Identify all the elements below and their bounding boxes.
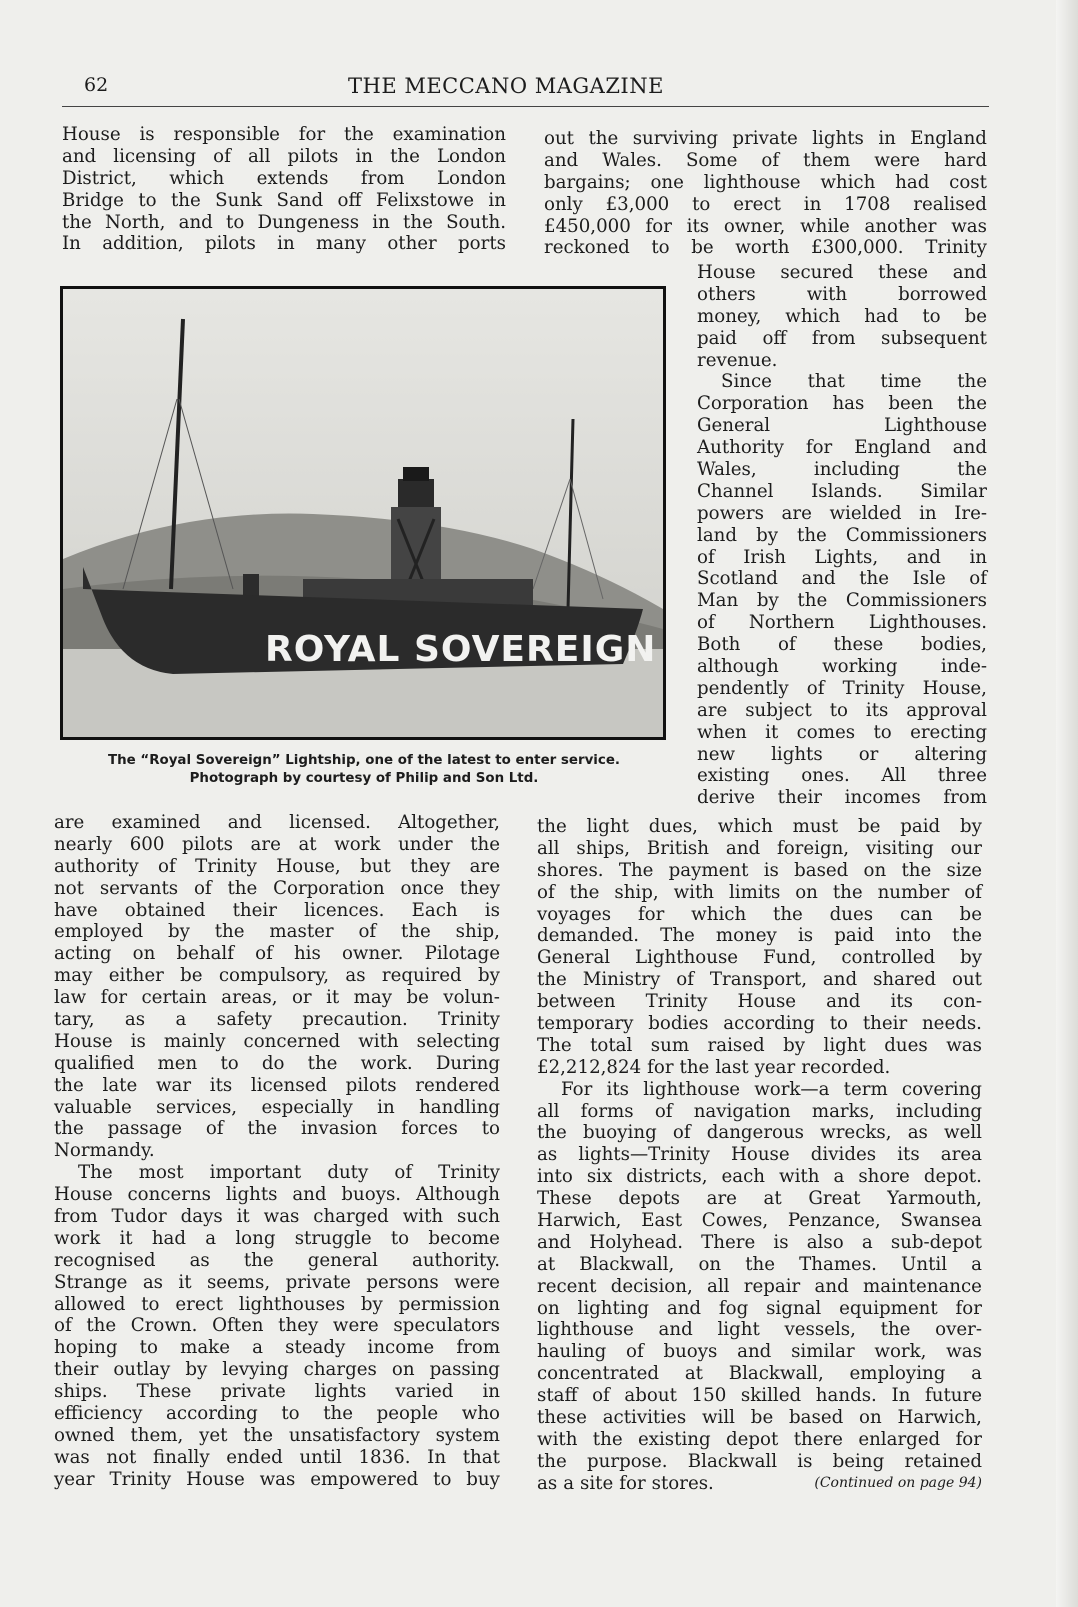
text-line: efficiency according to the people who xyxy=(54,1403,500,1425)
text-line: For its lighthouse work—a term covering xyxy=(561,1078,982,1100)
caption-line-1: The “Royal Sovereign” Lightship, one of the latest to enter service. xyxy=(107,753,620,768)
text-line: House is mainly concerned with selecting xyxy=(54,1030,500,1052)
text-line: hauling of buoys and similar work, was xyxy=(537,1341,982,1363)
column-right-top xyxy=(544,128,987,259)
text-line: House secured these and xyxy=(697,262,987,283)
text-line: the passage of the invasion forces to xyxy=(54,1118,500,1140)
magazine-title: THE MECCANO MAGAZINE xyxy=(348,74,664,98)
text-line: others with borrowed xyxy=(697,283,987,305)
text-line: the purpose. Blackwall is being retained xyxy=(537,1450,982,1472)
ship-name-text: ROYAL SOVEREIGN xyxy=(265,629,657,670)
text-line: all ships, British and foreign, visiting our xyxy=(537,837,982,859)
text-line: Strange as it seems, private persons were xyxy=(54,1271,500,1293)
text-line: hoping to make a steady income from xyxy=(54,1337,500,1359)
text-line: reckoned to be worth £300,000. Trinity xyxy=(544,237,987,259)
text-line: year Trinity House was empowered to buy xyxy=(54,1468,500,1490)
text-line: only £3,000 to erect in 1708 realised xyxy=(544,193,987,215)
text-line: all forms of navigation marks, including xyxy=(537,1100,982,1122)
text-line: of the ship, with limits on the number of xyxy=(537,881,982,903)
text-line: qualified men to do the work. During xyxy=(54,1052,500,1074)
text-line: Bridge to the Sunk Sand off Felixstowe in xyxy=(62,189,506,211)
text-line: lighthouse and light vessels, the over- xyxy=(537,1319,982,1341)
text-line: of Irish Lights, and in xyxy=(697,546,987,568)
header-rule xyxy=(62,106,989,107)
caption-line-2: Photograph by courtesy of Philip and Son Ltd. xyxy=(189,771,539,786)
text-line: as lights—Trinity House divides its area xyxy=(537,1144,982,1166)
text-line: was not finally ended until 1836. In that xyxy=(54,1446,500,1468)
text-line: District, which extends from London xyxy=(62,167,506,189)
text-line: concentrated at Blackwall, employing a xyxy=(537,1363,982,1385)
text-line: new lights or altering xyxy=(697,743,987,765)
text-line: from Tudor days it was charged with such xyxy=(54,1206,500,1228)
text-line: derive their incomes from xyxy=(697,787,987,809)
text-line: Normandy. xyxy=(54,1140,155,1162)
text-line: The most important duty of Trinity xyxy=(78,1162,500,1184)
text-line: Channel Islands. Similar xyxy=(697,480,987,502)
text-line: House concerns lights and buoys. Although xyxy=(54,1184,500,1206)
page-edge xyxy=(1056,0,1078,1607)
text-line: £2,212,824 for the last year recorded. xyxy=(537,1056,891,1078)
text-line: the North, and to Dungeness in the South. xyxy=(62,211,506,233)
text-line: Wales, including the xyxy=(697,459,987,481)
column-left-top xyxy=(62,124,506,255)
text-line: work it had a long struggle to become xyxy=(54,1227,500,1249)
text-line: staff of about 150 skilled hands. In future xyxy=(537,1385,982,1407)
text-line: and Holyhead. There is also a sub-depot xyxy=(537,1231,982,1253)
text-line: ships. These private lights varied in xyxy=(54,1381,500,1403)
text-line: not servants of the Corporation once they xyxy=(54,877,500,899)
text-line: Scotland and the Isle of xyxy=(697,568,987,590)
text-line: land by the Commissioners xyxy=(697,524,987,546)
text-line: Corporation has been the xyxy=(697,393,987,415)
lightship-photo xyxy=(60,286,666,740)
text-line: when it comes to erecting xyxy=(697,721,987,743)
column-right-bottom xyxy=(537,816,982,1495)
column-right-narrow xyxy=(697,262,987,809)
text-line: The total sum raised by light dues was xyxy=(537,1034,982,1056)
text-line: authority of Trinity House, but they are xyxy=(54,855,500,877)
text-line: between Trinity House and its con- xyxy=(537,991,982,1013)
text-line: recent decision, all repair and maintenance xyxy=(537,1275,982,1297)
text-line: £450,000 for its owner, while another was xyxy=(544,215,987,237)
text-line: out the surviving private lights in England xyxy=(544,128,987,149)
text-line: may either be compulsory, as required by xyxy=(54,965,500,987)
text-line: nearly 600 pilots are at work under the xyxy=(54,833,500,855)
text-line: revenue. xyxy=(697,349,778,371)
text-line: of Northern Lighthouses. xyxy=(697,612,987,634)
text-line: as a site for stores. (Continued on page 94) xyxy=(537,1472,982,1494)
text-line: pendently of Trinity House, xyxy=(697,677,987,699)
text-line: on lighting and fog signal equipment for xyxy=(537,1297,982,1319)
text-line: are subject to its approval xyxy=(697,699,987,721)
text-line: although working inde- xyxy=(697,656,987,678)
text-line: valuable services, especially in handling xyxy=(54,1096,500,1118)
text-line: into six districts, each with a shore depot. xyxy=(537,1166,982,1188)
text-line: the buoying of dangerous wrecks, as well xyxy=(537,1122,982,1144)
text-line: recognised as the general authority. xyxy=(54,1249,500,1271)
text-line: owned them, yet the unsatisfactory system xyxy=(54,1424,500,1446)
text-line: temporary bodies according to their needs. xyxy=(537,1013,982,1035)
text-line: General Lighthouse Fund, controlled by xyxy=(537,947,982,969)
text-line: at Blackwall, on the Thames. Until a xyxy=(537,1253,982,1275)
text-line: and licensing of all pilots in the London xyxy=(62,145,506,167)
text-line: their outlay by levying charges on passing xyxy=(54,1359,500,1381)
text-line: employed by the master of the ship, xyxy=(54,921,500,943)
text-line: and Wales. Some of them were hard xyxy=(544,149,987,171)
text-line: Both of these bodies, xyxy=(697,634,987,656)
text-line: acting on behalf of his owner. Pilotage xyxy=(54,943,500,965)
text-line: paid off from subsequent xyxy=(697,327,987,349)
text-line: demanded. The money is paid into the xyxy=(537,925,982,947)
text-line: Since that time the xyxy=(721,371,987,393)
photo-caption xyxy=(58,752,670,788)
text-line: the Ministry of Transport, and shared out xyxy=(537,969,982,991)
text-line: House is responsible for the examination xyxy=(62,124,506,145)
column-left-bottom xyxy=(54,812,500,1491)
text-line: have obtained their licences. Each is xyxy=(54,899,500,921)
text-line: with the existing depot there enlarged for xyxy=(537,1428,982,1450)
text-line: law for certain areas, or it may be volun- xyxy=(54,987,500,1009)
continued-note: (Continued on page 94) xyxy=(814,1474,982,1491)
text-line: of the Crown. Often they were speculators xyxy=(54,1315,500,1337)
text-line: General Lighthouse xyxy=(697,415,987,437)
text-line: the light dues, which must be paid by xyxy=(537,816,982,837)
text-line: existing ones. All three xyxy=(697,765,987,787)
text-line: money, which had to be xyxy=(697,305,987,327)
lightship-illustration xyxy=(63,289,663,737)
text-line: powers are wielded in Ire- xyxy=(697,502,987,524)
text-line: Authority for England and xyxy=(697,437,987,459)
text-line: shores. The payment is based on the size xyxy=(537,859,982,881)
text-line: these activities will be based on Harwich, xyxy=(537,1407,982,1429)
text-line: bargains; one lighthouse which had cost xyxy=(544,171,987,193)
text-line: tary, as a safety precaution. Trinity xyxy=(54,1009,500,1031)
text-line: allowed to erect lighthouses by permission xyxy=(54,1293,500,1315)
page-number: 62 xyxy=(84,74,109,96)
text-line: voyages for which the dues can be xyxy=(537,903,982,925)
text-line: Man by the Commissioners xyxy=(697,590,987,612)
text-line: are examined and licensed. Altogether, xyxy=(54,812,500,833)
text-line: These depots are at Great Yarmouth, xyxy=(537,1188,982,1210)
text-line: the late war its licensed pilots rendered xyxy=(54,1074,500,1096)
text-line: Harwich, East Cowes, Penzance, Swansea xyxy=(537,1210,982,1232)
text-line: In addition, pilots in many other ports xyxy=(62,233,506,255)
